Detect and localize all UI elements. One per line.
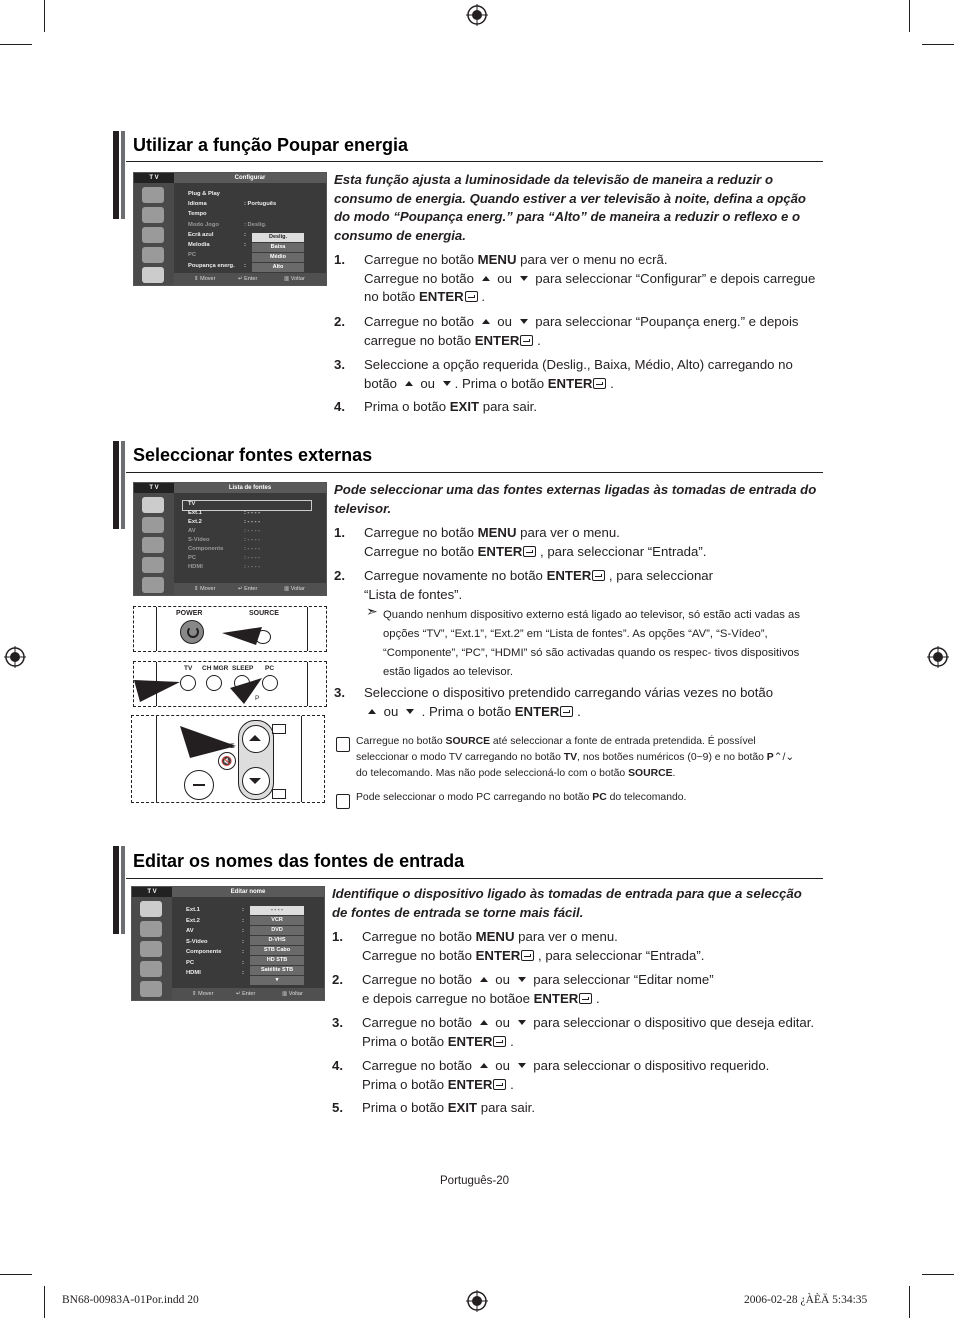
step: 1. Carregue no botão MENU para ver o menu. Carregue no botão ENTER , para seleccionar “Entrada”. bbox=[332, 929, 705, 963]
page-number: Português-20 bbox=[440, 1175, 510, 1187]
menu-value: : bbox=[244, 242, 246, 248]
mute-button-icon: 🔇 bbox=[218, 752, 236, 770]
picture-icon bbox=[140, 921, 162, 937]
crop-mark bbox=[0, 44, 32, 45]
menu-row: S-Vídeo bbox=[186, 939, 208, 945]
menu-option: Alto bbox=[252, 263, 304, 272]
enter-icon bbox=[493, 1036, 506, 1047]
section-intro: Pode seleccionar uma das fontes externas ligadas às tomadas de entrada do televisor. bbox=[334, 482, 817, 516]
menu-title: Lista de fontes bbox=[174, 483, 326, 493]
menu-row: Ext.2 bbox=[186, 918, 200, 924]
menu-option: STB Cabo bbox=[250, 946, 304, 955]
menu-value: : bbox=[244, 232, 246, 238]
menu-value: : - - - - bbox=[244, 510, 261, 516]
menu-scroll-down-icon: ▾ bbox=[250, 976, 304, 985]
section-marker bbox=[113, 846, 126, 934]
enter-icon bbox=[560, 706, 573, 717]
menu-row: Idioma bbox=[188, 201, 207, 207]
menu-footer: ⇕ Mover ↵ Enter ▥ Voltar bbox=[174, 583, 326, 595]
menu-side-label: T V bbox=[134, 483, 174, 493]
remote-label-sleep: SLEEP bbox=[232, 665, 254, 672]
down-arrow-icon bbox=[518, 1020, 526, 1025]
menu-row: AV bbox=[186, 928, 194, 934]
crop-mark bbox=[909, 0, 910, 32]
remote-illustration-power-source bbox=[133, 606, 327, 652]
remote-label-power: POWER bbox=[176, 610, 203, 617]
menu-value: : bbox=[242, 928, 244, 934]
sound-icon bbox=[142, 227, 164, 243]
menu-value: : Português bbox=[244, 201, 277, 207]
menu-row: Ext.1 bbox=[186, 907, 200, 913]
remote-label-tv: TV bbox=[184, 665, 193, 672]
crop-mark bbox=[909, 1286, 910, 1318]
registration-mark-icon bbox=[466, 4, 488, 26]
enter-icon bbox=[465, 291, 478, 302]
menu-row: Ext.1 bbox=[188, 510, 202, 516]
power-button-icon bbox=[180, 620, 204, 644]
down-arrow-icon bbox=[518, 1063, 526, 1068]
setup-icon bbox=[142, 577, 164, 593]
picture-icon bbox=[142, 207, 164, 223]
menu-option: - - - - bbox=[250, 906, 304, 915]
remote-label-ch-mgr: CH MGR bbox=[202, 665, 229, 672]
menu-value: : bbox=[242, 970, 244, 976]
info-button-icon bbox=[272, 724, 286, 734]
picture-icon bbox=[142, 187, 164, 203]
menu-row: Plug & Play bbox=[188, 191, 220, 197]
prech-button-icon bbox=[272, 789, 286, 799]
remote-illustration-tv-pc bbox=[133, 661, 327, 707]
menu-footer: ⇕ Mover ↵ Enter ▥ Voltar bbox=[174, 273, 326, 285]
up-arrow-icon bbox=[480, 977, 488, 982]
menu-option: Satélite STB bbox=[250, 966, 304, 975]
remote-illustration-channel bbox=[131, 715, 325, 803]
registration-mark-icon bbox=[466, 1290, 488, 1312]
enter-icon bbox=[523, 546, 536, 557]
step: 3. Carregue no botão ou para seleccionar o dispositivo que deseja editar. Prima o botão ENTER . bbox=[332, 1015, 815, 1049]
menu-value: : bbox=[242, 960, 244, 966]
up-arrow-icon bbox=[368, 709, 376, 714]
menu-value: : - - - - bbox=[244, 519, 261, 525]
registration-mark-icon bbox=[927, 646, 949, 668]
down-arrow-icon bbox=[406, 709, 414, 714]
section-divider bbox=[126, 878, 823, 879]
minus-button-icon bbox=[184, 770, 214, 800]
menu-row: Modo Jogo bbox=[188, 222, 219, 228]
menu-row: PC bbox=[188, 252, 197, 258]
step: 4. Carregue no botão ou para seleccionar o dispositivo requerido. Prima o botão ENTER . bbox=[332, 1058, 770, 1092]
menu-value: : - - - - bbox=[244, 537, 261, 543]
menu-side-label: T V bbox=[132, 887, 172, 897]
print-footer-left: BN68-00983A-01Por.indd 20 bbox=[62, 1294, 199, 1306]
menu-value: : bbox=[242, 949, 244, 955]
menu-row: HDMI bbox=[188, 564, 203, 570]
enter-icon bbox=[493, 1079, 506, 1090]
menu-row: AV bbox=[188, 528, 196, 534]
enter-icon bbox=[592, 570, 605, 581]
section-title: Utilizar a função Poupar energia bbox=[133, 135, 409, 155]
menu-row: Ecrã azul bbox=[188, 232, 214, 238]
menu-value: : Deslig. bbox=[244, 222, 267, 228]
tv-menu-lista-fontes bbox=[133, 482, 327, 596]
menu-row: PC bbox=[186, 960, 195, 966]
enter-icon bbox=[521, 950, 534, 961]
menu-side-label: T V bbox=[134, 173, 174, 183]
up-arrow-icon bbox=[405, 381, 413, 386]
channel-rocker-icon bbox=[238, 720, 274, 800]
channel-up-down-icon: ⌃/⌄ bbox=[773, 752, 795, 763]
down-arrow-icon bbox=[520, 319, 528, 324]
sub-note: Quando nenhum dispositivo externo está ligado ao televisor, só estão acti vadas as opções “TV”, “Ext.1”, “Ext.2” em “Lista de fontes”. As opções “AV”, “S-Vídeo”, “Componente”, “PC”, “HDMI” só são activadas quando os respec- tivos dispositivos estão ligados ao televisor. bbox=[383, 609, 800, 678]
pointer-arrow-icon bbox=[134, 676, 184, 702]
note-pc: Pode seleccionar o modo PC carregando no botão PC do telecomando. bbox=[356, 792, 687, 803]
section-marker bbox=[113, 131, 126, 219]
remote-label-pc: PC bbox=[265, 665, 275, 672]
menu-option: DVD bbox=[250, 926, 304, 935]
menu-value: : - - - - bbox=[244, 546, 261, 552]
crop-mark bbox=[0, 1274, 32, 1275]
section-title: Seleccionar fontes externas bbox=[133, 445, 373, 465]
step: 3. Seleccione o dispositivo pretendido carregando várias vezes no botão ou . Prima o botão ENTER . bbox=[334, 685, 774, 719]
ch-mgr-button-icon bbox=[206, 675, 222, 691]
menu-option: D-VHS bbox=[250, 936, 304, 945]
down-arrow-icon bbox=[443, 381, 451, 386]
channel-icon bbox=[142, 557, 164, 573]
step: 1. Carregue no botão MENU para ver o menu. Carregue no botão ENTER , para seleccionar “Entrada”. bbox=[334, 525, 707, 559]
enter-icon bbox=[593, 378, 606, 389]
menu-option: Deslig. bbox=[252, 233, 304, 242]
sound-icon bbox=[140, 941, 162, 957]
menu-title: Configurar bbox=[174, 173, 326, 183]
menu-row: Poupança energ. bbox=[188, 263, 235, 269]
section-intro: Identifique o dispositivo ligado às tomadas de entrada para que a selecção de fontes de entrada se torne mais fácil. bbox=[332, 886, 802, 920]
enter-icon bbox=[520, 335, 533, 346]
sound-icon bbox=[142, 537, 164, 553]
section-intro: Esta função ajusta a luminosidade da televisão de maneira a reduzir o consumo de energia. Quando estiver a ver televisão à noite, defina a opção do modo “Poupança energ.” para “Alto” de maneira a reduzir o reflexo e o consumo de energia. bbox=[334, 172, 806, 243]
menu-value: : - - - - bbox=[244, 564, 261, 570]
menu-option: Baixa bbox=[252, 243, 304, 252]
menu-title: Editar nome bbox=[172, 887, 324, 897]
registration-mark-icon bbox=[4, 646, 26, 668]
menu-value: : - - - - bbox=[244, 555, 261, 561]
step: 3. Seleccione a opção requerida (Deslig., Baixa, Médio, Alto) carregando no botão ou . Prima o botão ENTER . bbox=[334, 357, 793, 391]
setup-icon bbox=[140, 981, 162, 997]
menu-footer: ⇕ Mover ↵ Enter ▥ Voltar bbox=[172, 988, 324, 1000]
pointer-arrow-icon bbox=[180, 724, 236, 758]
crop-mark bbox=[922, 1274, 954, 1275]
note-icon bbox=[336, 737, 350, 752]
section-marker bbox=[113, 441, 126, 529]
down-arrow-icon bbox=[520, 276, 528, 281]
remote-label-p: P bbox=[255, 695, 260, 702]
menu-option: Médio bbox=[252, 253, 304, 262]
menu-row: S-Vídeo bbox=[188, 537, 210, 543]
step: 4. Prima o botão EXIT para sair. bbox=[334, 399, 537, 414]
menu-value: : bbox=[242, 939, 244, 945]
menu-value: : bbox=[242, 907, 244, 913]
menu-row: PC bbox=[188, 555, 197, 561]
setup-icon bbox=[142, 267, 164, 283]
note-source: Carregue no botão SOURCE até seleccionar a fonte de entrada pretendida. É possível seleccionar o modo TV carregando no botão TV, nos botões numéricos (0~9) e no botão P⌃/⌄ do telecomando. Mas não pode seleccioná-lo com o botão SOURCE. bbox=[356, 736, 795, 779]
note-icon bbox=[336, 794, 350, 809]
down-arrow-icon bbox=[518, 977, 526, 982]
up-arrow-icon bbox=[482, 276, 490, 281]
picture-icon bbox=[142, 517, 164, 533]
menu-row: Ext.2 bbox=[188, 519, 202, 525]
remote-label-source: SOURCE bbox=[249, 610, 279, 617]
menu-row: Melodia bbox=[188, 242, 210, 248]
up-arrow-icon bbox=[480, 1020, 488, 1025]
channel-icon bbox=[142, 247, 164, 263]
section-divider bbox=[126, 472, 823, 473]
pointer-arrow-icon bbox=[222, 625, 266, 647]
section-title: Editar os nomes das fontes de entrada bbox=[133, 851, 465, 871]
menu-row: Componente bbox=[188, 546, 224, 552]
up-arrow-icon bbox=[482, 319, 490, 324]
tv-menu-editar-nome bbox=[131, 886, 325, 1001]
step: 2. Carregue no botão ou para seleccionar “Poupança energ.” e depois carregue no botão ENTER . bbox=[334, 314, 799, 348]
menu-option: VCR bbox=[250, 916, 304, 925]
crop-mark bbox=[44, 1286, 45, 1318]
input-icon bbox=[140, 901, 162, 917]
menu-row: Componente bbox=[186, 949, 222, 955]
pointer-arrow-icon bbox=[230, 678, 266, 704]
arrow-note-icon: ➣ bbox=[366, 603, 378, 619]
print-footer-right: 2006-02-28 ¿ÀÈÄ 5:34:35 bbox=[744, 1294, 868, 1306]
step: 2. Carregue no botão ou para seleccionar “Editar nome” e depois carregue no botãoe ENTER . bbox=[332, 972, 714, 1006]
section-divider bbox=[126, 161, 823, 162]
crop-mark bbox=[922, 44, 954, 45]
crop-mark bbox=[44, 0, 45, 32]
input-icon bbox=[142, 497, 164, 513]
step: 2. Carregue novamente no botão ENTER , para seleccionar “Lista de fontes”. bbox=[334, 568, 714, 602]
menu-row: Tempo bbox=[188, 211, 207, 217]
menu-row: TV bbox=[188, 501, 196, 507]
menu-value: : bbox=[242, 918, 244, 924]
step: 5. Prima o botão EXIT para sair. bbox=[332, 1100, 535, 1115]
tv-menu-configurar bbox=[133, 172, 327, 286]
menu-row: HDMI bbox=[186, 970, 201, 976]
channel-icon bbox=[140, 961, 162, 977]
enter-icon bbox=[579, 993, 592, 1004]
step: 1. Carregue no botão MENU para ver o menu no ecrã. Carregue no botão ou para seleccionar “Configurar” e depois carregue no botão ENTER . bbox=[334, 252, 816, 304]
up-arrow-icon bbox=[480, 1063, 488, 1068]
menu-value: : bbox=[244, 263, 246, 269]
menu-option: HD STB bbox=[250, 956, 304, 965]
menu-value: : - - - - bbox=[244, 528, 261, 534]
